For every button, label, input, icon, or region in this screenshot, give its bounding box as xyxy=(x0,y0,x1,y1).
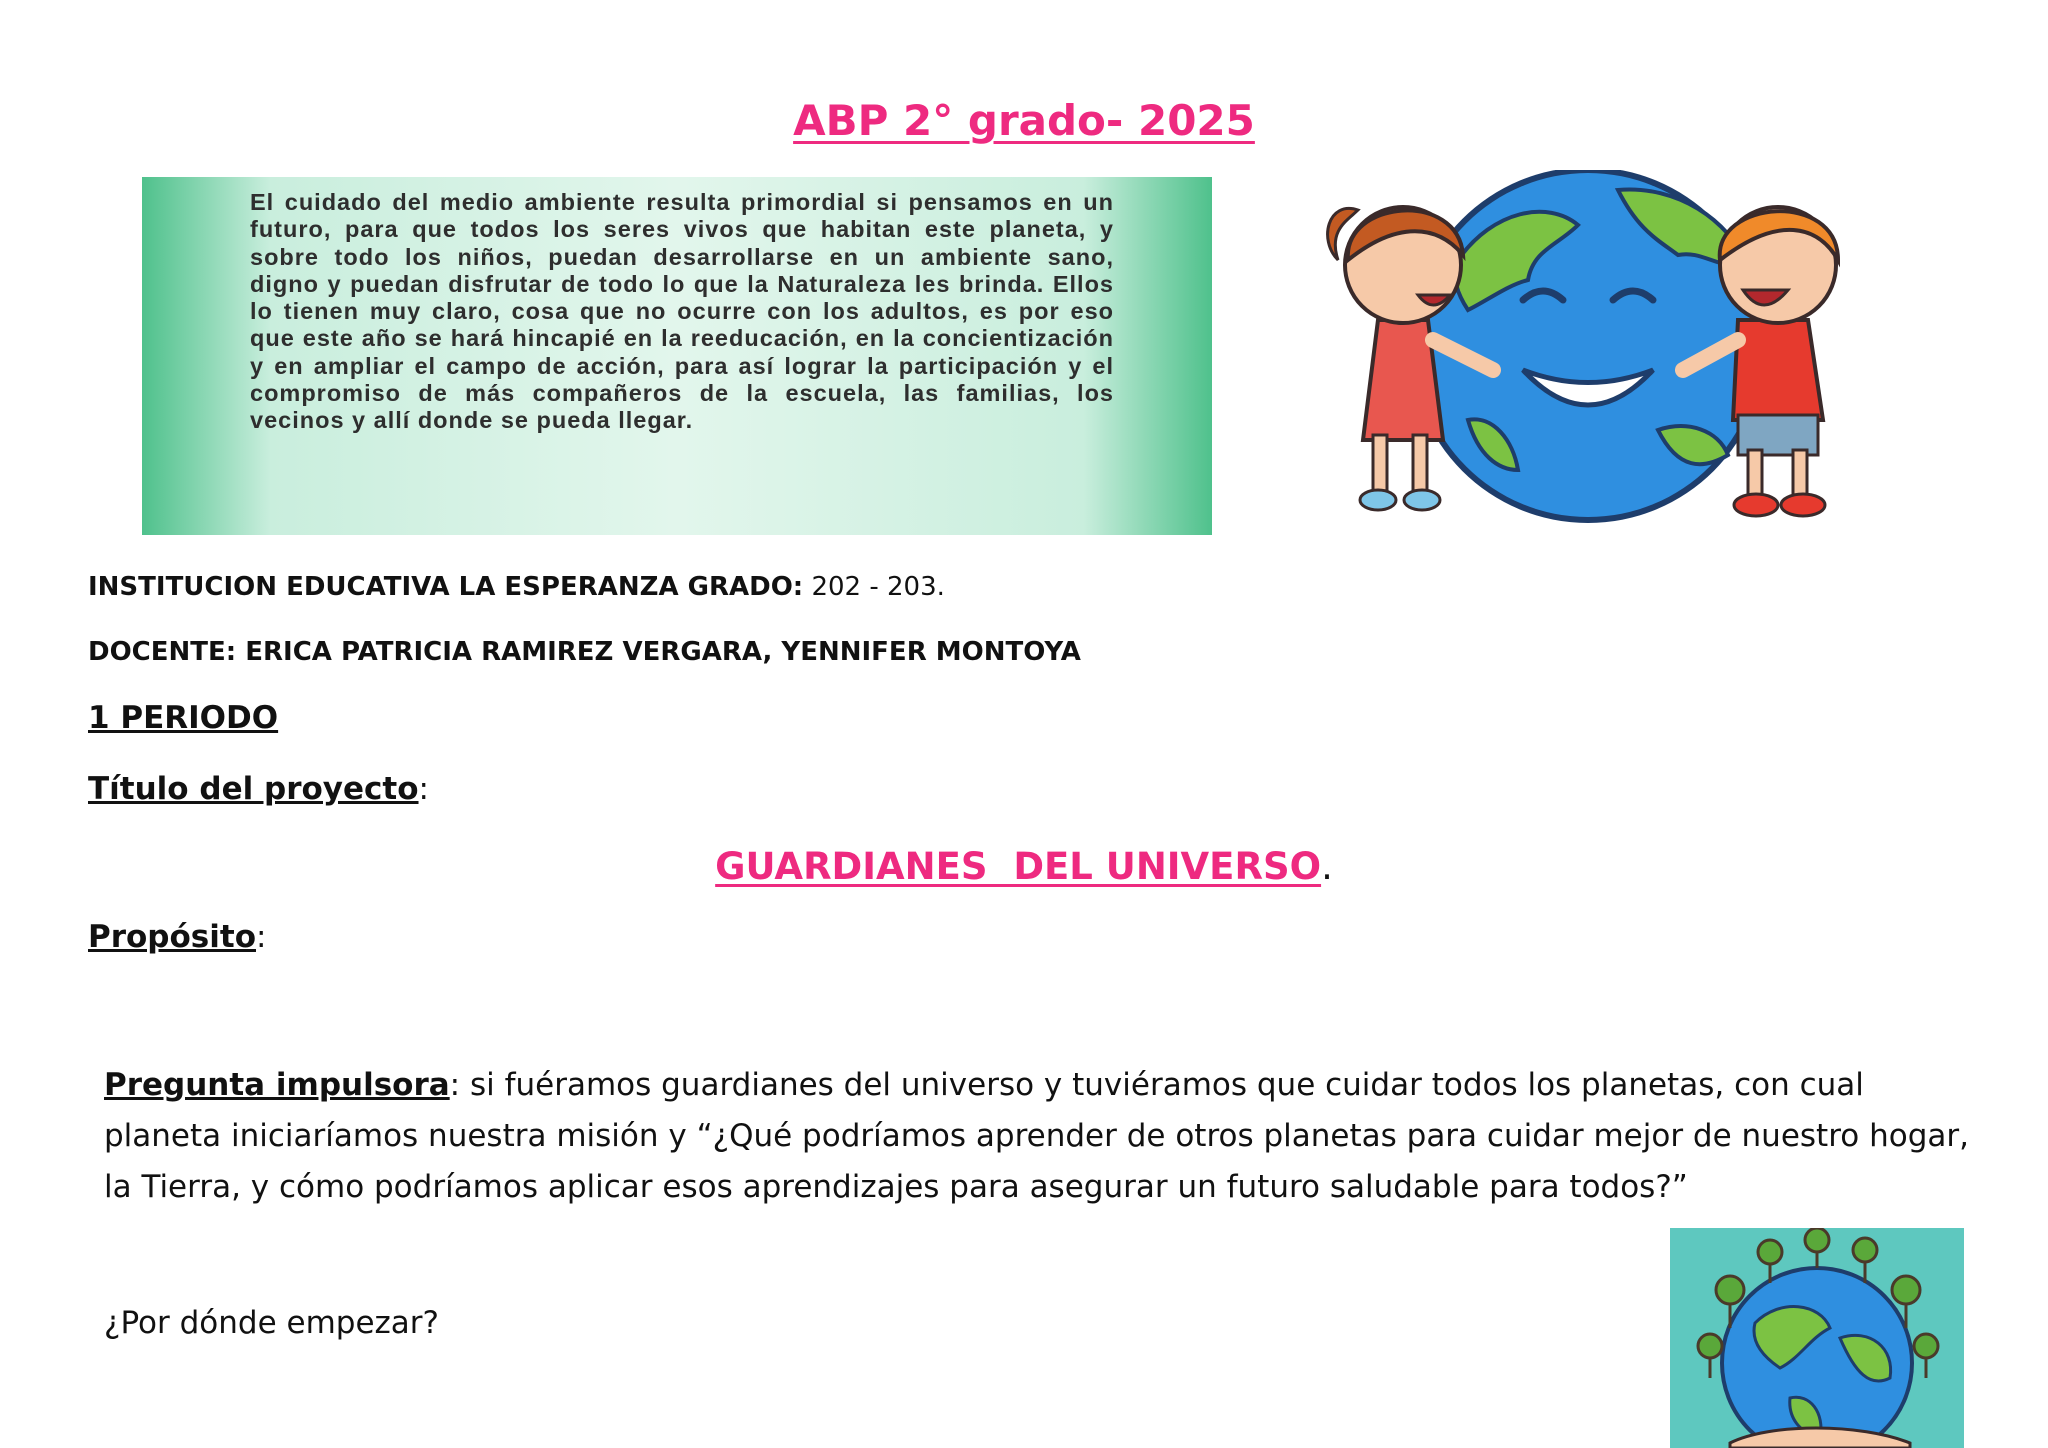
project-title xyxy=(0,845,2048,888)
purpose-line xyxy=(88,919,266,955)
page-title: ABP 2° grado- 2025 xyxy=(793,96,1255,145)
project-title-text: GUARDIANES DEL UNIVERSO xyxy=(715,845,1322,888)
driving-question xyxy=(104,1060,1984,1213)
teacher-names: ERICA PATRICIA RAMIREZ VERGARA, YENNIFER MONTOYA xyxy=(245,637,1081,667)
institution-line xyxy=(88,572,945,602)
earth-with-trees-icon xyxy=(1670,1228,1964,1448)
institution-label: INSTITUCION EDUCATIVA LA ESPERANZA GRADO: xyxy=(88,572,804,602)
purpose-colon: : xyxy=(256,919,267,955)
purpose-label: Propósito xyxy=(88,919,256,955)
project-title-dot: . xyxy=(1321,845,1333,888)
intro-text-box xyxy=(142,177,1212,535)
question-text: : si fuéramos guardianes del universo y tuviéramos que cuidar todos los planetas, con cual planeta iniciaríamos nuestra misión y “¿Qué podríamos aprender de otros planetas para cuidar mejor de nuestro hogar, la Tierra, y cómo podríamos aplicar esos aprendizajes para asegurar un futuro saludable para todos?” xyxy=(104,1067,1969,1205)
question-label: Pregunta impulsora xyxy=(104,1067,450,1103)
start-question: ¿Por dónde empezar? xyxy=(104,1305,439,1341)
kids-hugging-earth-icon xyxy=(1318,170,1858,530)
teacher-line xyxy=(88,637,1081,667)
teacher-label: DOCENTE: xyxy=(88,637,237,667)
project-title-label: Título del proyecto xyxy=(88,771,419,807)
project-title-line xyxy=(88,771,429,807)
grades-value: 202 - 203. xyxy=(811,572,945,602)
project-title-colon: : xyxy=(418,771,429,807)
period-heading: 1 PERIODO xyxy=(88,700,279,736)
intro-paragraph: El cuidado del medio ambiente resulta primordial si pensamos en un futuro, para que todos los seres vivos que habitan este planeta, y sobre todo los niños, puedan desarrollarse en un ambiente sano, digno y puedan disfrutar de todo lo que la Naturaleza les brinda. Ellos lo tienen muy claro, cosa que no ocurre con los adultos, es por eso que este año se hará hincapié en la reeducación, en la concientización y en ampliar el campo de acción, para así lograr la participación y el compromiso de más compañeros de la escuela, las familias, los vecinos y allí donde se pueda llegar. xyxy=(250,189,1114,434)
